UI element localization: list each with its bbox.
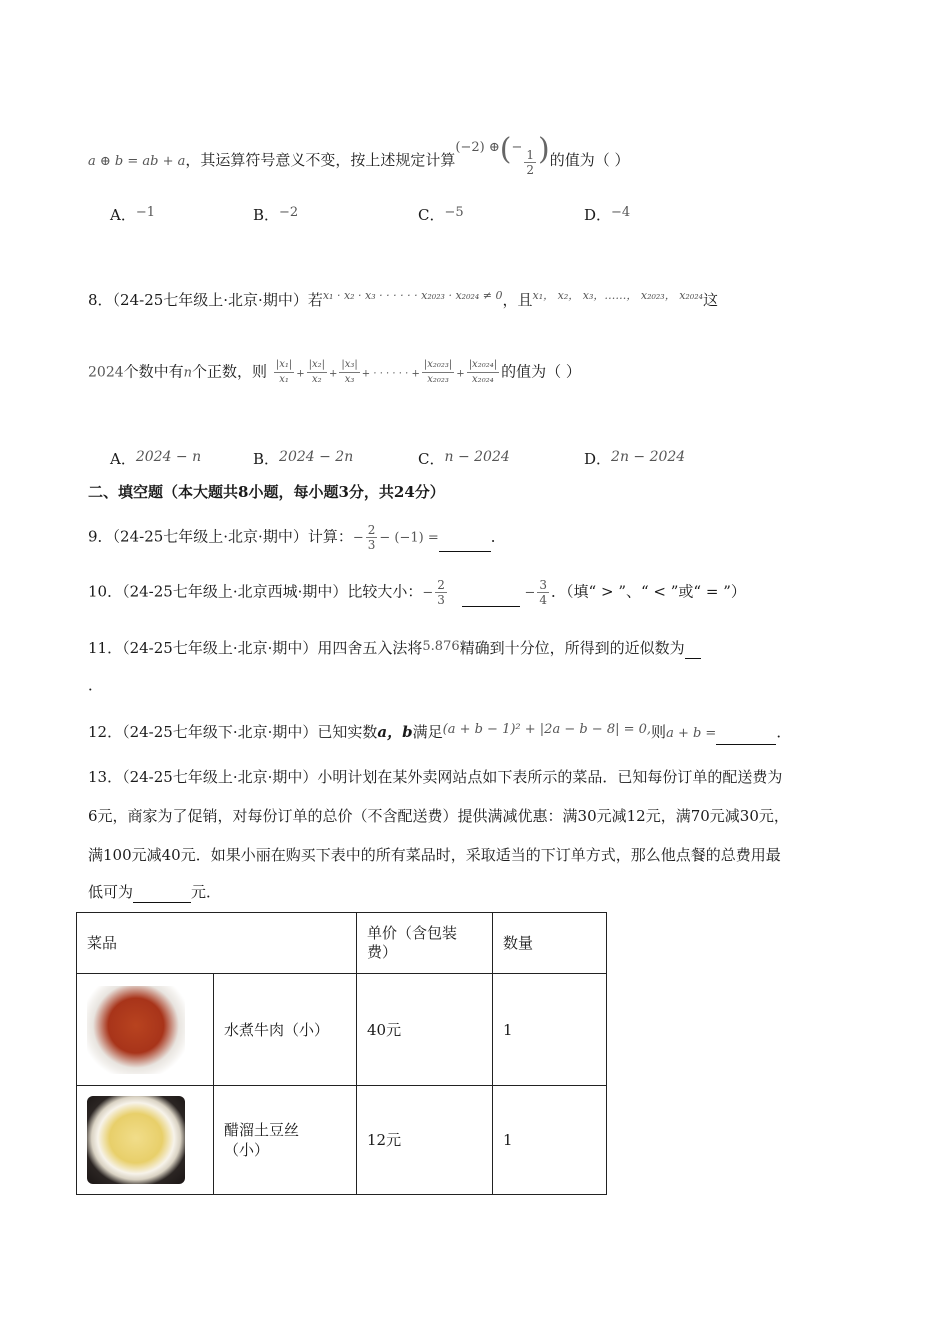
- potato-shreds-photo: [87, 1096, 185, 1184]
- q7-option-a-value: −1: [135, 205, 156, 220]
- q8-text-2: 个正数，则: [192, 362, 268, 381]
- q8-option-c: [418, 446, 510, 470]
- q7-option-b-label: B．: [253, 206, 280, 224]
- q7-tail: 的值为（ ）: [549, 151, 630, 169]
- q8-count: 2024: [88, 364, 124, 381]
- header-price-line-2: 费）: [367, 943, 398, 961]
- dish-price: 12元: [357, 1086, 493, 1195]
- q13-line-4: [88, 881, 221, 903]
- q7-expr-fraction: [524, 148, 536, 177]
- q9-answer-blank[interactable]: [439, 535, 491, 552]
- header-dish: 菜品: [77, 913, 357, 974]
- q13-line-2: 6元，商家为了促销，对每份订单的总价（不含配送费）提供满减优惠：满30元减12元，满70元减30元，: [88, 807, 789, 825]
- q10-minus-a: −: [422, 585, 434, 601]
- q7-option-c-label: C．: [418, 206, 445, 224]
- q11-value: 5.876: [422, 639, 460, 654]
- q7-option-d-label: D．: [584, 206, 612, 224]
- q7-paren-close: ): [538, 132, 550, 167]
- q8-tail: 的值为（ ）: [501, 362, 581, 381]
- q8-term-1-den: x₁: [279, 374, 289, 385]
- q8-term-2-den: x₂: [311, 374, 322, 385]
- q9-text: 计算：: [307, 527, 353, 546]
- q8-number: 8．: [88, 291, 113, 309]
- q8-mid: ，且: [502, 291, 533, 309]
- q13-number: 13．: [88, 768, 123, 786]
- q8-term-2024-den: x₂₀₂₄: [472, 374, 494, 385]
- q7-frac-den: 2: [526, 163, 534, 177]
- q7-frac-num: 1: [526, 148, 534, 162]
- q8-var-n: n: [183, 365, 193, 381]
- q13-line-3: 满100元减40元．如果小丽在购买下表中的所有菜品时，采取适当的下订单方式，那么他点餐的总费用最: [88, 846, 781, 864]
- menu-table: [76, 912, 607, 1195]
- q8-option-c-label: C．: [418, 450, 445, 468]
- q9-number: 9．: [88, 527, 113, 546]
- q10-frac-b-den: 4: [539, 593, 548, 607]
- q11-text: 用四舍五入法将: [317, 639, 423, 657]
- q9-end: ．: [490, 527, 506, 546]
- table-header-row: [77, 913, 607, 974]
- q10-frac-a-den: 3: [437, 593, 445, 607]
- header-qty: 数量: [493, 913, 607, 974]
- q11-source: （24-25七年级上·北京·期中）: [122, 639, 318, 657]
- q10-frac-b-num: 3: [539, 578, 548, 592]
- q12-text-2: 满足: [412, 723, 443, 741]
- q10-minus-b: −: [524, 585, 536, 601]
- q8-term-1: [274, 358, 294, 387]
- dish-qty: 1: [493, 974, 607, 1086]
- dish-name-line-1: 醋溜土豆丝: [224, 1121, 300, 1139]
- q8-option-d: [584, 446, 685, 470]
- q8-term-2023-den: x₂₀₂₃: [427, 374, 449, 385]
- q8-term-2023: [422, 358, 454, 387]
- q7-paren-open: (: [499, 132, 512, 167]
- q9-rest: − (−1) =: [379, 530, 439, 546]
- q12-vars: a，b: [377, 723, 413, 741]
- q12-answer-blank[interactable]: [716, 728, 776, 745]
- q8-dots: + · · · · · · +: [361, 368, 420, 380]
- q12-number: 12．: [88, 723, 123, 741]
- q10-text: 比较大小：: [347, 582, 423, 601]
- q8-option-b: [253, 446, 353, 470]
- q12-expr: a + b =: [666, 726, 717, 741]
- dish-name: [214, 1086, 357, 1195]
- q7-def-formula: a ⊕ b = ab + a: [88, 154, 186, 169]
- q10-frac-a-num: 2: [437, 578, 445, 592]
- q8-option-a-value: 2024 − n: [135, 449, 202, 465]
- q8-term-3: [339, 358, 359, 387]
- dish-image-cell: [77, 1086, 214, 1195]
- q12-end: ．: [776, 723, 792, 741]
- table-row: [77, 974, 607, 1086]
- q8-option-a: [110, 446, 201, 470]
- q12-text-3: 则: [651, 723, 667, 741]
- header-price-line-1: 单价（含包装: [367, 924, 458, 942]
- q9-frac-den: 3: [367, 538, 376, 552]
- q8-lead: 若: [307, 291, 323, 309]
- q12-line: [88, 719, 791, 745]
- q13-source: （24-25七年级上·北京·期中）: [122, 768, 318, 786]
- q7-option-d-value: −4: [611, 205, 631, 220]
- q9-source: （24-25七年级上·北京·期中）: [112, 527, 308, 546]
- q7-def-text: ，其运算符号意义不变，按上述规定计算: [185, 151, 456, 169]
- q8-term-2: [307, 358, 327, 387]
- q9-fraction: [366, 523, 378, 552]
- q8-plus-3: +: [456, 368, 465, 380]
- q8-text-1: 个数中有: [123, 362, 184, 381]
- q8-line-1: [88, 285, 718, 311]
- header-price: [357, 913, 493, 974]
- q7-option-a: [110, 202, 155, 226]
- q7-option-c-value: −5: [444, 205, 464, 220]
- q9-frac-num: 2: [367, 523, 376, 537]
- q8-plus-1: +: [296, 368, 305, 380]
- q9-line: [88, 523, 506, 559]
- q13-text-1: 小明计划在某外卖网站点如下表所示的菜品．已知每份订单的配送费为: [317, 768, 783, 786]
- q11-answer-blank[interactable]: [685, 642, 701, 659]
- q8-term-3-num: |x₃|: [339, 358, 359, 373]
- q7-option-c: [418, 202, 464, 226]
- q8-product: x₁ · x₂ · x₃ · · · · · · x₂₀₂₃ · x₂₀₂₄ ≠ 0: [322, 289, 503, 302]
- q12-condition: (a + b − 1)² + |2a − b − 8| = 0,: [442, 722, 652, 737]
- q10-number: 10．: [88, 582, 123, 601]
- section-2-title: 二、填空题（本大题共8小题，每小题3分，共24分）: [88, 483, 445, 501]
- q7-option-b: [253, 202, 298, 226]
- q7-option-d: [584, 202, 630, 226]
- q7-expr-left: (−2) ⊕: [455, 140, 500, 155]
- q8-term-1-num: |x₁|: [274, 358, 294, 373]
- q11-line: [88, 636, 701, 659]
- q8-term-2024-num: |x₂₀₂₄|: [467, 358, 499, 373]
- q8-option-c-value: n − 2024: [444, 449, 510, 465]
- q8-line-2: [88, 358, 581, 402]
- q8-term-3-den: x₃: [344, 374, 355, 385]
- q8-option-a-label: A．: [110, 450, 136, 468]
- dish-qty: 1: [493, 1086, 607, 1195]
- q7-option-b-value: −2: [279, 205, 299, 220]
- q13-answer-blank[interactable]: [133, 886, 191, 903]
- q8-end: 这: [703, 291, 719, 309]
- q10-answer-blank[interactable]: [462, 590, 520, 607]
- table-row: [77, 1086, 607, 1195]
- q8-source: （24-25七年级上·北京·期中）: [112, 291, 308, 309]
- q11-number: 11．: [88, 639, 123, 657]
- q13-text-4: 低可为: [88, 883, 134, 901]
- q8-term-2024: [467, 358, 499, 387]
- q8-option-b-value: 2024 − 2n: [279, 449, 354, 465]
- q8-option-d-label: D．: [584, 450, 612, 468]
- q9-minus: −: [352, 530, 364, 546]
- q7-definition-line: [88, 132, 630, 177]
- q8-option-b-label: B．: [253, 450, 280, 468]
- q8-list: x₁， x₂， x₃，……， x₂₀₂₃， x₂₀₂₄: [532, 289, 704, 302]
- dish-name: 水煮牛肉（小）: [214, 974, 357, 1086]
- q13-end: 元．: [191, 883, 222, 901]
- q10-fraction-a: [435, 578, 447, 607]
- q11-text-2: 精确到十分位，所得到的近似数为: [459, 639, 685, 657]
- q10-source: （24-25七年级上·北京西城·期中）: [122, 582, 348, 601]
- boiled-beef-photo: [87, 986, 185, 1074]
- dish-image-cell: [77, 974, 214, 1086]
- dish-name-line-2: （小）: [224, 1141, 270, 1159]
- q8-option-d-value: 2n − 2024: [611, 449, 686, 465]
- q13-line-1: [88, 766, 782, 788]
- q12-source: （24-25七年级下·北京·期中）: [122, 723, 318, 741]
- dish-price: 40元: [357, 974, 493, 1086]
- q11-end: ．: [88, 676, 104, 694]
- q8-plus-2: +: [329, 368, 338, 380]
- q10-end: ．（填“ > ”、“ < ”或“ = ”）: [551, 582, 746, 601]
- q12-text: 已知实数: [317, 723, 378, 741]
- q8-term-2023-num: |x₂₀₂₃|: [422, 358, 454, 373]
- q8-term-2-num: |x₂|: [307, 358, 327, 373]
- q10-fraction-b: [537, 578, 549, 607]
- q10-line: [88, 578, 746, 614]
- q7-expr-minus: −: [511, 140, 523, 155]
- q7-option-a-label: A．: [110, 206, 136, 224]
